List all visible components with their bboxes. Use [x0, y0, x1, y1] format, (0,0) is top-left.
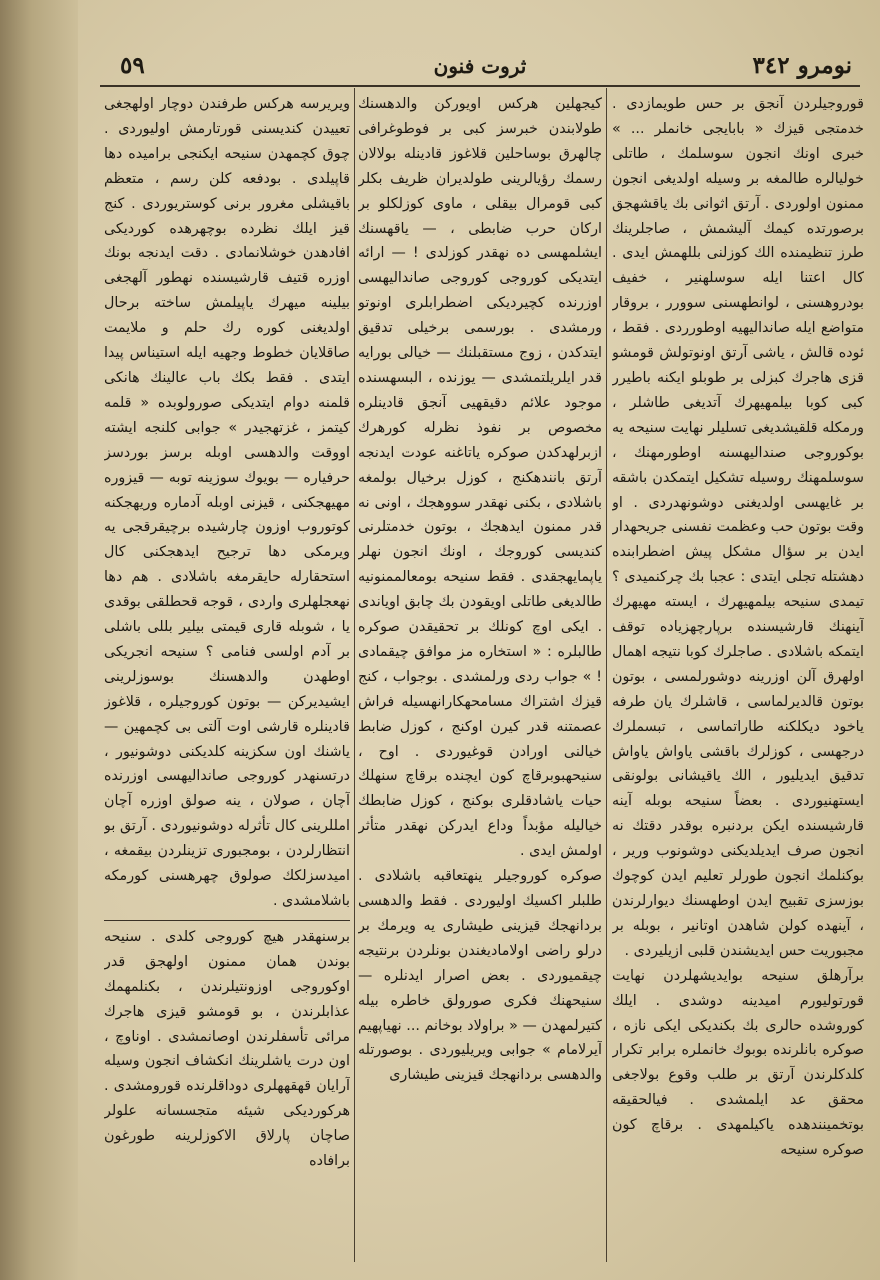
- section-separator: [104, 914, 350, 921]
- paragraph: برآرهلق سنیحه بوایدیشهلردن نهایت قورتولیورم امیدینه دوشدی . ایلك کوروشده حالری بك بکندیکی ایکی نازه ، صوکره بانلرنده بوبوك خانملره برابر تکرار کلدکلرندن آرتق بر طلب وقوع بولاجغی محقق عد ایلمشدی . فیالحقیقه بوتخمینندهده یاکیلمهدی . برقاچ کون صوکره سنیحه: [612, 967, 864, 1159]
- column-divider: [354, 88, 355, 1262]
- column-right: [612, 92, 864, 1260]
- column-middle: [358, 92, 602, 1260]
- paragraph: صوکره کوروجیلر ینهتعاقبه باشلادی . طلبلر اکسیك اولیوردی . فقط والدهسی بردانهجك قیزینی طیشاری یه ویرمك بر درلو راضی اولامادیغندن بونلردن برنتیجه چیقمیوردی . بعض اصرار ایدنلره — سنیحهنك فکری صورولق خاطره بیله کتیرلمهدن — « براولاد بوخانم ... نهیاپهیم آیرلامام » جوابی ویریلیوردی . بوصورتله والدهسی بردانهجك قیزینی طیشاری: [358, 868, 602, 1084]
- paragraph: کیجهلین هرکس اویورکن والدهسنك طولابندن خبرسز کبی بر فوطوغرافی چالهرق بوساحلین قلاغوز قادینله بولالان رسمك رؤیالرینی طولدیران ظریف بکلر کبی قومرال بیقلی ، ماوی کوزلکلو بر ارکان حرب ضابطی ، — یاقهسنك ایشلمهسی ده نهقدر کوزلدی ! — ارائه ایتدیکی کوروجی کوروجی صاندالیهسی اوزرنده کچیردیکی اضطرابلری اونوتو ورمشدی . بورسمی برخیلی تدقیق ایتدکدن ، زوج مستقبلنك — خیالی بورایه قدر ایلریلتمشدی — یوزنده ، البسهسنده موجود علائم دقیقهیی آنجق قادینلره مخصوص بر نفوذ نظرله کورهرك ازبرلهدکدن صوکره یاتاغنه عودت ایدنجه آرتق بانندهکنج ، کوزل برخیال بولمغه باشلادی ، بکنی نهقدر سووهجك ، اونی نه قدر ممنون ایدهجك ، بوتون خدمتلرنی کندیسی کوروجك ، اونك انجون نهلر یاپمایهجقدی . فقط سنیحه بومعالممنونیه طالدیغی طاتلی اویقودن بك چابق اویاندی . ایکی اوچ کونلك بر تحقیقدن صوکره طالبلره : « استخاره مز موافق چیقمادی ! » جواب ردی ورلمشدی . بوجواب ، کنج قیزك اشتراك مسامحهکارانهسیله فراش عصمتنه قدر کیرن اوکنج ، کوزل ضابط خیالنی اورادن قوغیوردی . اوح ، سنیحهبوبرقاچ کون ایچنده برقاچ سنهلك حیات یاشادقلری بوکنج ، کوزل ضابطك خیالیله مؤبداً وداع ایدرکن نهقدر متأثر اولمش ایدی .: [358, 96, 602, 860]
- issue-number: نومرو ٣٤٢: [752, 52, 852, 79]
- journal-title: ثروت فنون: [433, 54, 527, 78]
- paragraph: ویریرسه هرکس طرفندن دوچار اولهجغی تعییدن کندیسنی قورتارمش اولیوردی . چوق کچمهدن سنیحه ایکنجی برامیده دها قاپیلدی . بودفعه کلن رسم ، متعظم باقیشلی مغرور برنی کوستریوردی . کنج قیز ایلك نظرده بوچهرهده کوردیکی افادهدن خوشلانمادی . دقت ایدنجه بونك اوزره قتیف قارشیسنده نهطور آلهجغی بیلینه میهرك یاپیلمش ساخته برحال اولدیغنی کوره رك حلم و ملایمت صاقلایان خطوط وجهیه ایله استیناس پیدا ایتدی . فقط بکك باب عالینك هانکی قلمنه دوام ایتدیکی صورولوبده « قلمه کیتمز ، غزتهجیدر » جوابی کلنجه ایشته اووقت والدهسی اوبله برسز بوردسز حرفیاره — بویوك سوزینه توبه — قیزوره مهیهجکنی ، قیزنی اوبله آدماره وریهجکنه کوتوروب اوزون چارشیده برچیقرقجی یه ویرمکی دها ترجیح ایدهجکنی کال استحقارله حایقرمغه باشلادی . هم دها نهعجلهلری واردی ، قوجه قحطلقی بوقدی یا ، شوبله قاری قیمتی بیلیر بللی باشلی بر آدم اولسی فنامی ؟ سنیحه انجریکی اوطهدن والدهسنك بوسوزلرینی ایشیدیرکن — بوتون کوروجیلره ، قلاغوز قادینلره قارشی اوت آلتی بی کچمهین — یاشنك اون سکزینه کلدیکنی دوشونیور ، درتسنهدر کوروجی صاندالیهسی اوزرنده آچان ، صولان ، ینه صولق اوزره آچان امللرینی کال تأثرله دوشونیوردی . آرتق بو انتظارلردن ، بومجبوری تزینلردن بیقمغه ، امیدسزلکك صولوق چهرهسنی کورمکه باشلامشدی .: [104, 96, 350, 909]
- page-number: ٥٩: [120, 52, 145, 79]
- paragraph: قوروجیلردن آنجق بر حس طویمازدی . خدمتجی قیزك « بابایجی خانملر ... » خبری اونك انجون سوسلمك ، طاتلی خولیالره طالمغه بر وسیله اولدیغی انجون ممنون اولوردی . آرتق اثوانی بك یاقشهجق برصورتده کیمك آلیشمش ، صاجلرینك طرز تنظیمنده الك کوزلنی بللهمش ایدی . کال اعتنا ایله سوسلهنیر ، خفیف بودروهسنی ، لوانطهسنی سوورر ، بروقار متواضع ایله صاندالیهیه اوطورردی . فقط ، ئوده قالش ، یاشی آرتق اونوتولش قومشو قزی هاجرك کبزلی بر طوبلو ایکنه باطیرر کبی کوبا بیلمهیهرك آتدیغی طاشلر ، ورمکله قلقیشدیغی تسلیلر نهایت سنیحه یه بوکوروجی صندالیهسنه اوطورمهنك ، سوسلمهنك روسیله تشکیل ایتمکدن باشقه بر غایهسی اولدیغنی دوشونهدردی . او وقت بوتون حب وعظمت نفسنی جریحهدار ایدن بر سؤال مشکل پیش اضطرابنده دهشتله تجلی ایتدی : عجبا بك چرکنمیدی ؟ تیمدی سنیحه بیلمهیهرك ، ایسته مهیهرك آینهنك قارشیسنده برپارچهزیاده توقف ایتمکه باشلادی . صاجلرك کوبا نتیجه اهمال اولهرق آلن اوزرینه دوشورلمسی ، بوتون بوتون قالدیرلماسی ، قاشلرك یان طرفه یاخود دیکلکنه طاراتماسی ، تبسملرك درجهسی ، کوزلرك باقشی یاواش یاواش تدقیق ایدیلیور ، الك یاقیشانی بولونقی ایستهنیوردی . بعضاً سنیحه بوبله آینه قارشیسنده ایکن بردنبره بوقدر دقتك نه انجون صرف ایدیلدیکنی دوشونوب وریر ، بوکنلمك انجون طورلر تعلیم ایدن کوچوك بوزسزی تقبیح ایدن اوطهسنك دیوارلرندن ، آینهده کولن شاهدن اوتانیر ، بوبله بر مجبوریت حس ایدیشندن قلبی ازیلیردی .: [612, 96, 864, 959]
- column-divider: [606, 88, 607, 1262]
- page-header: [100, 52, 860, 86]
- binding-edge: [0, 0, 78, 1280]
- column-left: [104, 92, 350, 1260]
- header-rule: [100, 85, 860, 87]
- paragraph: برسنهقدر هیچ کوروجی کلدی . سنیحه بوندن همان ممنون اولهجق قدر اوکوروجی اوزونتیلرندن ، بکنلمهمك عذابلرندن ، بو قومشو قیزی هاجرك مرائی تأسفلرندن اوصانمشدی . اوناوچ ، اون درت یاشلرینك انکشاف انجون وسیله آرایان قهقههلری دوداقلرنده قورومشدی . هرکوردیکی شیئه متجسسانه علولر صاچان پارلاق الاکوزلرینه طورغون برافاده: [104, 928, 350, 1170]
